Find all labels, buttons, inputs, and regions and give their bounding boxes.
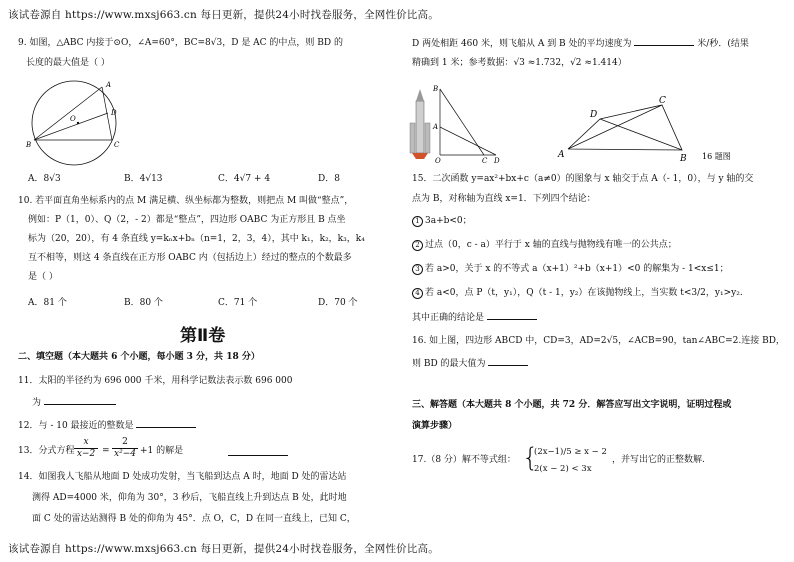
q10-line3: 标为（20，20），有 4 条直线 y=kₙx+bₙ（n=1，2，3，4），其中 k₁，k₂，k₃，k₄ bbox=[28, 234, 365, 244]
part2-title: 第Ⅱ卷 bbox=[180, 326, 226, 346]
q9-label-o: O bbox=[70, 115, 76, 123]
q13-fraction-2 bbox=[112, 437, 138, 460]
q10-option-b[interactable]: B．80 个 bbox=[124, 298, 163, 308]
q15-answer-blank[interactable] bbox=[487, 311, 537, 320]
q12-answer-blank[interactable] bbox=[136, 419, 196, 428]
q10-line2: 例如：P（1，0）、Q（2，- 2）都是“整点”，四边形 OABC 为正方形且 B 点坐 bbox=[28, 215, 346, 225]
q10-line5: 是（ ） bbox=[28, 272, 58, 282]
q9-label-b: B bbox=[26, 141, 32, 149]
q15-conclusion-text: 其中正确的结论是 bbox=[412, 313, 485, 323]
q15-item-4 bbox=[412, 287, 743, 299]
q9-option-a[interactable]: A．8√3 bbox=[28, 174, 61, 184]
q14-rocket-figure bbox=[404, 83, 504, 163]
q13-frac2-denominator: x²−4 bbox=[114, 449, 136, 459]
fig14-label-c: C bbox=[482, 157, 488, 165]
fig14-label-b: B bbox=[433, 85, 439, 93]
q16-text: 则 BD 的最大值为 bbox=[412, 359, 486, 369]
fig14-label-d: D bbox=[494, 157, 500, 165]
q14-answer-blank[interactable] bbox=[634, 37, 694, 46]
q11-line2 bbox=[32, 396, 116, 409]
q10-option-c[interactable]: C．71 个 bbox=[218, 298, 258, 308]
q13-equals: = bbox=[102, 446, 110, 456]
q9-option-b[interactable]: B．4√13 bbox=[124, 174, 163, 184]
q9-option-d[interactable]: D．8 bbox=[318, 174, 340, 184]
fig16-label-b: B bbox=[680, 154, 687, 164]
q13-answer-blank[interactable] bbox=[228, 447, 288, 456]
q13-frac1-numerator: x bbox=[74, 437, 98, 449]
q15-item2-text: 过点（0，c - a）平行于 x 轴的直线与抛物线有唯一的公共点； bbox=[425, 240, 677, 250]
fig16-caption: 16 题图 bbox=[702, 152, 731, 161]
q9-label-a: A bbox=[106, 81, 112, 89]
q17-suffix: ，并写出它的正整数解. bbox=[612, 455, 705, 465]
q16-line2 bbox=[412, 357, 528, 370]
q9-line1: 9. 如图，△ABC 内接于⊙O，∠A=60°，BC=8√3，D 是 AC 的中点，则 BD 的 bbox=[18, 38, 343, 48]
q15-item4-text: 若 a<0，点 P（t，y₁），Q（t - 1，y₂）在该抛物线上，当实数 t<3/2，y₁>y₂. bbox=[425, 288, 743, 298]
fig16-label-c: C bbox=[659, 96, 666, 106]
fill-section-heading: 二、填空题（本大题共 6 个小题，每小题 3 分，共 18 分） bbox=[18, 352, 260, 362]
q9-circle-figure bbox=[24, 77, 134, 177]
answer-section-heading-line1: 三、解答题（本大题共 8 个小题，共 72 分．解答应写出文字说明，证明过程或 bbox=[412, 400, 732, 410]
q14-line2: 测得 AD=4000 米，仰角为 30°，3 秒后，飞船直线上升到达点 B 处，此时地 bbox=[32, 493, 347, 503]
q17-inequality-1: (2x−1)/5 ≥ x − 2 bbox=[534, 447, 607, 457]
q12-line bbox=[18, 419, 196, 432]
q13-prefix: 13．分式方程 bbox=[18, 446, 75, 456]
rocket-icon bbox=[410, 89, 430, 159]
q9-label-d: D bbox=[111, 109, 117, 117]
q13-frac2-numerator: 2 bbox=[112, 437, 138, 449]
q16-answer-blank[interactable] bbox=[488, 357, 528, 366]
page-footer-source: 该试卷源自 https://www.mxsj663.cn 每日更新，提供24小时找卷服务，全网性价比高。 bbox=[8, 543, 439, 555]
q14-line3: 面 C 处的雷达站测得 B 处的仰角为 45°．点 O，C，D 在同一直线上，已知 C， bbox=[32, 514, 356, 524]
q14-cont-text: D 两处相距 460 米，则飞船从 A 到 B 处的平均速度为 bbox=[412, 39, 632, 49]
answer-section-heading-line2: 演算步骤） bbox=[412, 421, 458, 431]
q15-item1-text: 3a+b<0； bbox=[425, 216, 472, 226]
q10-line1: 10. 若平面直角坐标系内的点 M 满足横、纵坐标都为整数，则把点 M 叫做“整点”， bbox=[18, 196, 354, 206]
q12-text: 12．与 - 10 最接近的整数是 bbox=[18, 421, 134, 431]
brace-icon: { bbox=[522, 443, 539, 473]
q15-item1-number: 1 bbox=[412, 216, 423, 227]
fig14-label-a: A bbox=[433, 123, 439, 131]
fig16-label-d: D bbox=[590, 110, 598, 120]
q11-prefix: 为 bbox=[32, 398, 42, 408]
q13-fraction-1 bbox=[74, 437, 98, 460]
q14-cont-line2: 精确到 1 米；参考数据：√3 ≈1.732，√2 ≈1.414） bbox=[412, 58, 627, 68]
q14-line1: 14．如图我人飞船从地面 D 处成功发射，当飞船到达点 A 时，地面 D 处的雷达站 bbox=[18, 472, 347, 482]
q15-item-3 bbox=[412, 263, 729, 275]
q14-cont-line1 bbox=[412, 37, 749, 50]
q15-item-1 bbox=[412, 215, 472, 227]
q10-line4: 互不相等，则这 4 条直线在正方形 OABC 内（包括边上）经过的整点的个数最多 bbox=[28, 253, 352, 263]
q9-option-c[interactable]: C．4√7 + 4 bbox=[218, 174, 271, 184]
page-header-source: 该试卷源自 https://www.mxsj663.cn 每日更新，提供24小时找卷服务，全网性价比高。 bbox=[8, 9, 439, 21]
q15-item2-number: 2 bbox=[412, 240, 423, 251]
q15-line2: 点为 B，对称轴为直线 x=1．下列四个结论： bbox=[412, 194, 596, 204]
q16-quadrilateral-figure bbox=[558, 95, 772, 165]
q15-item3-text: 若 a>0，关于 x 的不等式 a（x+1）²+b（x+1）<0 的解集为 - 1<x≤1； bbox=[425, 264, 729, 274]
q10-option-a[interactable]: A．81 个 bbox=[28, 298, 67, 308]
q10-option-d[interactable]: D．70 个 bbox=[318, 298, 358, 308]
q13-frac1-denominator: x−2 bbox=[76, 449, 96, 459]
q15-item3-number: 3 bbox=[412, 264, 423, 275]
q15-item4-number: 4 bbox=[412, 288, 423, 299]
q15-item-2 bbox=[412, 239, 677, 251]
fig14-label-o: O bbox=[435, 157, 441, 165]
q17-inequality-2: 2(x − 2) < 3x bbox=[534, 464, 592, 474]
q15-line1: 15．二次函数 y=ax²+bx+c（a≠0）的图象与 x 轴交于点 A（- 1，0），与 y 轴的交 bbox=[412, 174, 754, 184]
q9-label-c: C bbox=[114, 141, 120, 149]
q11-answer-blank[interactable] bbox=[44, 396, 116, 405]
q13-suffix: +1 的解是 bbox=[140, 446, 184, 456]
q16-line1: 16. 如上图，四边形 ABCD 中，CD=3，AD=2√5，∠ACB=90，tan∠ABC=2.连接 BD， bbox=[412, 336, 785, 346]
q9-line2: 长度的最大值是（ ） bbox=[26, 58, 110, 68]
q11-line1: 11．太阳的半径约为 696 000 千米，用科学记数法表示数 696 000 bbox=[18, 376, 293, 386]
q14-cont-unit: 米/秒．(结果 bbox=[697, 39, 749, 49]
q17-prefix: 17.（8 分）解不等式组： bbox=[412, 455, 516, 465]
q15-conclusion-line bbox=[412, 311, 537, 324]
fig16-label-a: A bbox=[558, 150, 565, 160]
